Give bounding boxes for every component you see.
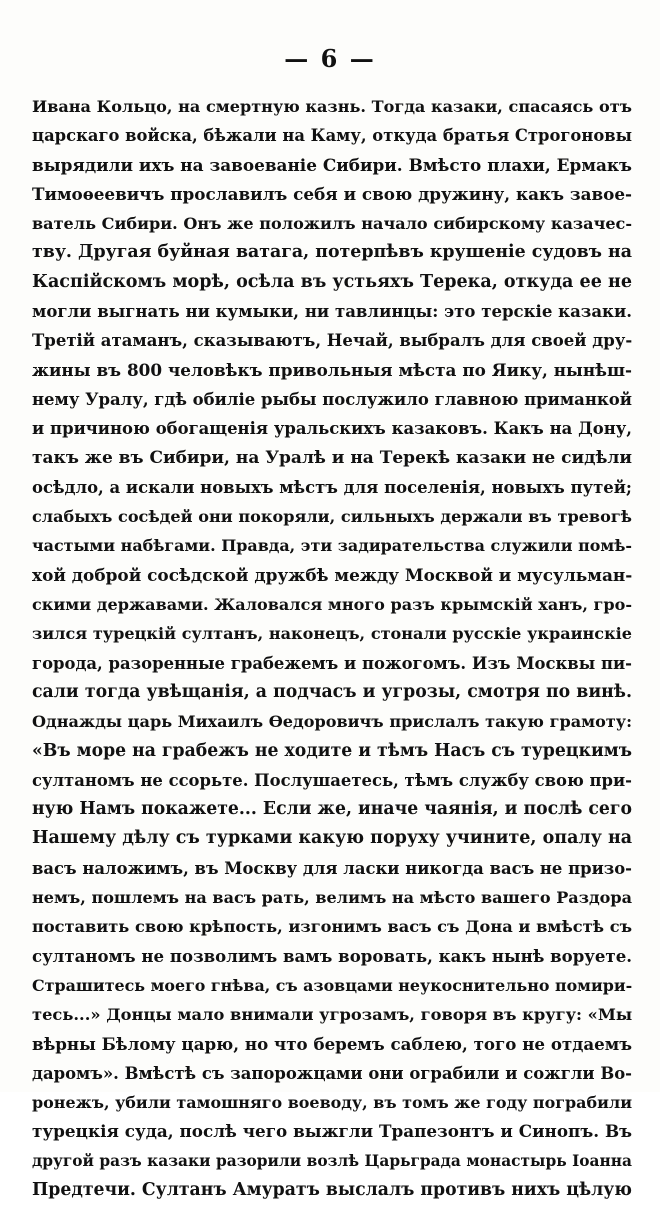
text-line: сали тогда увѣщанія, а подчасъ и угрозы, смотря по винѣ. [32, 681, 632, 702]
text-line: вырядили ихъ на завоеваніе Сибири. Вмѣсто плахи, Ермакъ [32, 154, 632, 175]
text-line: нему Уралу, гдѣ обиліе рыбы послужило главною приманкой [32, 389, 632, 409]
text-line: турецкія суда, послѣ чего выжгли Трапезонтъ и Синопъ. Въ [32, 1121, 632, 1142]
text-line: частыми набѣгами. Правда, эти задирательства служили помѣ- [32, 536, 632, 556]
text-line: могли выгнать ни кумыки, ни тавлинцы: это терскіе казаки. [32, 301, 632, 322]
text-line: города, разоренные грабежемъ и пожогомъ. Изъ Москвы пи- [32, 653, 632, 673]
text-line: ронежъ, убили тамошняго воеводу, въ томъ же году пограбили [32, 1093, 633, 1113]
text-line: зился турецкій султанъ, наконецъ, стонали русскіе украинскіе [32, 624, 632, 644]
text-line: тву. Другая буйная ватага, потерпѣвъ крушеніе судовъ на [32, 242, 632, 263]
text-line: царскаго войска, бѣжали на Каму, откуда братья Строгоновы [32, 126, 632, 146]
text-line: Страшитесь моего гнѣва, съ азовцами неукоснительно помири- [32, 975, 633, 995]
text-line: Каспійскомъ морѣ, осѣла въ устьяхъ Терека, откуда ее не [32, 271, 632, 292]
text-line: султаномъ не ссорьте. Послушаетесь, тѣмъ службу свою при- [32, 770, 632, 790]
text-line: ную Намъ покажете... Если же, иначе чаянія, и послѣ сего [32, 799, 632, 820]
text-line: вѣрны Бѣлому царю, но что беремъ саблею, того не отдаемъ [32, 1033, 632, 1054]
text-line: и причиною обогащенія уральскихъ казаковъ. Какъ на Дону, [32, 419, 632, 439]
text-line: Нашему дѣлу съ турками какую поруху учините, опалу на [32, 828, 633, 849]
text-line: «Въ море на грабежъ не ходите и тѣмъ Насъ съ турецкимъ [32, 740, 633, 761]
text-line: тесь...» Донцы мало внимали угрозамъ, говоря въ кругу: «Мы [32, 1005, 633, 1025]
text-line: жины въ 800 человѣкъ привольныя мѣста по Яику, нынѣш- [32, 359, 632, 380]
text-line: немъ, пошлемъ на васъ рать, велимъ на мѣсто вашего Раздора [32, 888, 632, 908]
text-line: такъ же въ Сибири, на Уралѣ и на Терекѣ казаки не сидѣли [32, 447, 633, 468]
text-line: хой доброй сосѣдской дружбѣ между Москвой и мусульман- [32, 564, 633, 585]
text-line: слабыхъ сосѣдей они покоряли, сильныхъ держали въ тревогѣ [32, 507, 632, 527]
text-line: поставить свою крѣпость, изгонимъ васъ съ Дона и вмѣстѣ съ [32, 917, 632, 937]
text-line: васъ наложимъ, въ Москву для ласки никогда васъ не призо- [32, 858, 632, 878]
text-line: Однажды царь Михаилъ Ѳедоровичъ прислалъ такую грамоту: [32, 712, 632, 732]
text-line: Тимоѳеевичъ прославилъ себя и свою дружину, какъ завое- [32, 183, 632, 204]
text-line: осѣдло, а искали новыхъ мѣстъ для поселенія, новыхъ путей; [32, 477, 632, 497]
text-line: Предтечи. Султанъ Амуратъ выслалъ противъ нихъ цѣлую [32, 1179, 632, 1200]
body-text [32, 92, 632, 1205]
page-number: — 6 — [284, 44, 376, 73]
text-line: султаномъ не позволимъ вамъ воровать, какъ нынѣ воруете. [32, 945, 632, 966]
text-line: другой разъ казаки разорили возлѣ Царьграда монастырь Іоанна [32, 1151, 632, 1170]
text-line: даромъ». Вмѣстѣ съ запорожцами они ограбили и сожгли Во- [32, 1063, 632, 1083]
text-line: ватель Сибири. Онъ же положилъ начало сибирскому казачес- [32, 214, 632, 234]
text-line: Третій атаманъ, сказываютъ, Нечай, выбралъ для своей дру- [32, 331, 633, 351]
text-line: скими державами. Жаловался много разъ крымскій ханъ, гро- [32, 595, 632, 615]
text-line: Ивана Кольцо, на смертную казнь. Тогда казаки, спасаясь отъ [32, 97, 632, 116]
